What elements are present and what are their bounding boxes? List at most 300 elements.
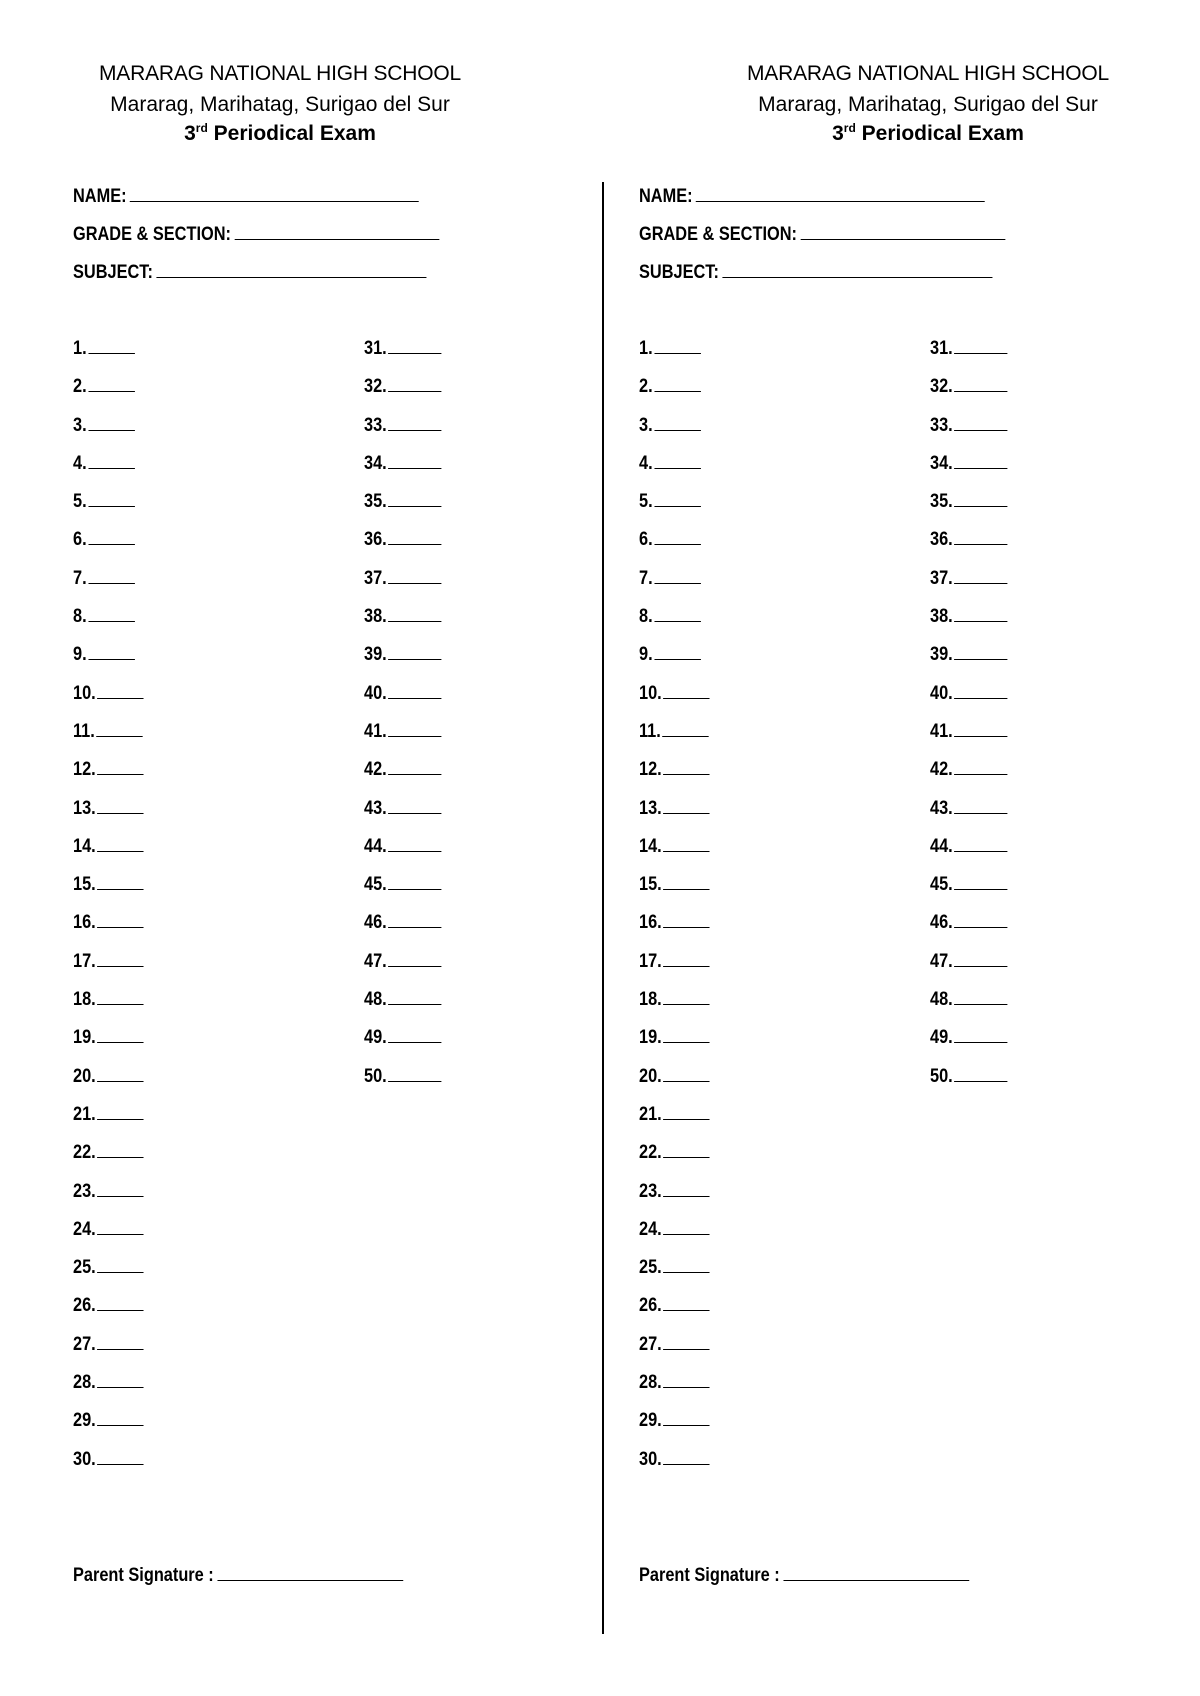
exam-name: Periodical Exam bbox=[207, 122, 376, 145]
item-number: 31. bbox=[364, 338, 387, 359]
answer-blank[interactable] bbox=[97, 1449, 143, 1465]
answer-item bbox=[73, 1104, 144, 1142]
item-number: 49. bbox=[930, 1027, 953, 1049]
answer-blank[interactable] bbox=[663, 1219, 709, 1235]
answer-item bbox=[364, 1066, 442, 1104]
answer-item bbox=[639, 415, 710, 453]
subject-label: SUBJECT: bbox=[73, 262, 153, 283]
answer-item bbox=[930, 1066, 1008, 1104]
exam-ordinal-suffix: rd bbox=[843, 121, 856, 135]
answer-sheet-right bbox=[566, 0, 1166, 1696]
answer-blank[interactable] bbox=[97, 759, 143, 775]
answer-item bbox=[364, 606, 442, 644]
item-number: 27. bbox=[639, 1333, 662, 1355]
item-number: 12. bbox=[639, 759, 662, 781]
item-number: 47. bbox=[364, 950, 387, 972]
answer-blank[interactable] bbox=[97, 1257, 143, 1273]
answer-item bbox=[930, 989, 1008, 1027]
answer-blank[interactable] bbox=[388, 951, 441, 967]
exam-ordinal-suffix: rd bbox=[195, 121, 208, 135]
answer-blank[interactable] bbox=[663, 1449, 709, 1465]
item-number: 36. bbox=[930, 529, 953, 551]
answer-blank[interactable] bbox=[954, 759, 1007, 775]
answer-blank[interactable] bbox=[954, 529, 1007, 545]
answer-column-1 bbox=[639, 338, 721, 1487]
parent-signature-field bbox=[639, 1565, 969, 1587]
answer-blank[interactable] bbox=[388, 529, 441, 545]
item-number: 29. bbox=[73, 1410, 96, 1432]
answer-item bbox=[930, 453, 1008, 491]
answer-item bbox=[930, 338, 1008, 376]
answer-blank[interactable] bbox=[388, 759, 441, 775]
answer-blank[interactable] bbox=[97, 1181, 143, 1197]
answer-blank[interactable] bbox=[654, 453, 700, 469]
answer-blank[interactable] bbox=[97, 989, 143, 1005]
school-name: MARARAG NATIONAL HIGH SCHOOL bbox=[99, 62, 461, 85]
answer-blank[interactable] bbox=[88, 338, 134, 354]
name-line[interactable] bbox=[130, 185, 419, 202]
answer-item bbox=[364, 683, 442, 721]
item-number: 48. bbox=[930, 989, 953, 1011]
answer-blank[interactable] bbox=[954, 376, 1007, 392]
answer-item bbox=[364, 491, 442, 529]
item-number: 17. bbox=[73, 950, 96, 972]
answer-blank[interactable] bbox=[663, 1334, 709, 1350]
answer-blank[interactable] bbox=[954, 568, 1007, 584]
answer-blank[interactable] bbox=[97, 1027, 143, 1043]
exam-number: 3 bbox=[184, 122, 196, 145]
item-number: 43. bbox=[930, 797, 953, 819]
grade-section-line[interactable] bbox=[234, 223, 439, 240]
subject-line[interactable] bbox=[722, 261, 992, 278]
answer-blank[interactable] bbox=[388, 338, 441, 354]
answer-item bbox=[639, 338, 710, 376]
answer-item bbox=[73, 568, 144, 606]
item-number: 8. bbox=[73, 606, 87, 628]
item-number: 35. bbox=[930, 491, 953, 513]
answer-blank[interactable] bbox=[388, 836, 441, 852]
answer-blank[interactable] bbox=[954, 798, 1007, 814]
item-number: 38. bbox=[930, 606, 953, 628]
answer-blank[interactable] bbox=[663, 874, 709, 890]
item-number: 19. bbox=[73, 1027, 96, 1049]
answer-blank[interactable] bbox=[388, 683, 441, 699]
item-number: 21. bbox=[639, 1103, 662, 1125]
answer-blank[interactable] bbox=[654, 644, 700, 660]
answer-item bbox=[73, 1027, 144, 1065]
answer-item bbox=[639, 1219, 710, 1257]
answer-blank[interactable] bbox=[88, 415, 134, 431]
answer-item bbox=[73, 759, 144, 797]
answer-item bbox=[639, 1410, 710, 1448]
item-number: 18. bbox=[639, 989, 662, 1011]
answer-column-2 bbox=[364, 338, 454, 1104]
answer-blank[interactable] bbox=[654, 568, 700, 584]
answer-blank[interactable] bbox=[954, 836, 1007, 852]
answer-blank[interactable] bbox=[88, 491, 134, 507]
item-number: 1. bbox=[639, 338, 653, 359]
subject-field bbox=[639, 261, 992, 284]
answer-item bbox=[364, 912, 442, 950]
item-number: 34. bbox=[930, 452, 953, 474]
answer-blank[interactable] bbox=[97, 1334, 143, 1350]
item-number: 2. bbox=[639, 376, 653, 398]
answer-blank[interactable] bbox=[88, 606, 134, 622]
answer-item bbox=[73, 644, 144, 682]
answer-blank[interactable] bbox=[388, 1027, 441, 1043]
answer-item bbox=[639, 1295, 710, 1333]
answer-item bbox=[73, 1142, 144, 1180]
item-number: 18. bbox=[73, 989, 96, 1011]
name-field bbox=[639, 185, 985, 208]
school-name: MARARAG NATIONAL HIGH SCHOOL bbox=[747, 62, 1109, 85]
item-number: 32. bbox=[364, 376, 387, 398]
item-number: 5. bbox=[639, 491, 653, 513]
answer-item bbox=[73, 1066, 144, 1104]
item-number: 12. bbox=[73, 759, 96, 781]
answer-item bbox=[364, 338, 442, 376]
subject-line[interactable] bbox=[156, 261, 426, 278]
answer-blank[interactable] bbox=[663, 1066, 709, 1082]
item-number: 16. bbox=[73, 912, 96, 934]
answer-blank[interactable] bbox=[663, 1410, 709, 1426]
answer-blank[interactable] bbox=[388, 1066, 441, 1082]
answer-item bbox=[73, 1372, 144, 1410]
item-number: 45. bbox=[930, 874, 953, 896]
answer-item bbox=[930, 912, 1008, 950]
answer-item bbox=[930, 415, 1008, 453]
answer-blank[interactable] bbox=[954, 491, 1007, 507]
answer-item bbox=[73, 874, 144, 912]
item-number: 28. bbox=[639, 1372, 662, 1394]
answer-blank[interactable] bbox=[97, 836, 143, 852]
item-number: 3. bbox=[73, 414, 87, 436]
item-number: 45. bbox=[364, 874, 387, 896]
answer-blank[interactable] bbox=[663, 989, 709, 1005]
answer-item bbox=[73, 798, 144, 836]
answer-blank[interactable] bbox=[388, 912, 441, 928]
answer-blank[interactable] bbox=[954, 606, 1007, 622]
item-number: 23. bbox=[639, 1180, 662, 1202]
item-number: 19. bbox=[639, 1027, 662, 1049]
answer-blank[interactable] bbox=[97, 1219, 143, 1235]
answer-item bbox=[73, 415, 144, 453]
answer-blank[interactable] bbox=[97, 1142, 143, 1158]
answer-blank[interactable] bbox=[388, 376, 441, 392]
item-number: 46. bbox=[930, 912, 953, 934]
item-number: 7. bbox=[639, 567, 653, 589]
answer-blank[interactable] bbox=[88, 644, 134, 660]
item-number: 25. bbox=[73, 1257, 96, 1279]
answer-item bbox=[73, 491, 144, 529]
answer-item bbox=[930, 683, 1008, 721]
name-label: NAME: bbox=[73, 186, 127, 207]
answer-item bbox=[639, 568, 710, 606]
answer-item bbox=[73, 912, 144, 950]
answer-item bbox=[930, 836, 1008, 874]
answer-blank[interactable] bbox=[97, 683, 143, 699]
item-number: 26. bbox=[73, 1295, 96, 1317]
answer-item bbox=[73, 338, 144, 376]
item-number: 27. bbox=[73, 1333, 96, 1355]
item-number: 36. bbox=[364, 529, 387, 551]
answer-blank[interactable] bbox=[388, 568, 441, 584]
answer-item bbox=[639, 1181, 710, 1219]
answer-item bbox=[73, 1219, 144, 1257]
item-number: 32. bbox=[930, 376, 953, 398]
answer-item bbox=[364, 874, 442, 912]
item-number: 11. bbox=[639, 720, 661, 742]
exam-title bbox=[0, 121, 580, 146]
answer-item bbox=[639, 376, 710, 414]
parent-signature-field bbox=[73, 1565, 403, 1587]
answer-item bbox=[73, 1257, 144, 1295]
answer-blank[interactable] bbox=[954, 1066, 1007, 1082]
item-number: 41. bbox=[364, 720, 387, 742]
item-number: 24. bbox=[639, 1218, 662, 1240]
item-number: 3. bbox=[639, 414, 653, 436]
answer-item bbox=[364, 644, 442, 682]
answer-blank[interactable] bbox=[97, 1410, 143, 1426]
answer-blank[interactable] bbox=[88, 529, 134, 545]
answer-item bbox=[364, 529, 442, 567]
answer-item bbox=[73, 836, 144, 874]
answer-blank[interactable] bbox=[663, 759, 709, 775]
answer-blank[interactable] bbox=[654, 338, 700, 354]
answer-blank[interactable] bbox=[97, 874, 143, 890]
answer-blank[interactable] bbox=[388, 989, 441, 1005]
answer-blank[interactable] bbox=[954, 912, 1007, 928]
item-number: 28. bbox=[73, 1372, 96, 1394]
answer-blank[interactable] bbox=[97, 798, 143, 814]
answer-item bbox=[73, 1449, 144, 1487]
answer-item bbox=[73, 376, 144, 414]
item-number: 7. bbox=[73, 567, 87, 589]
item-number: 31. bbox=[930, 338, 953, 359]
answer-item bbox=[73, 453, 144, 491]
exam-title bbox=[628, 121, 1200, 146]
answer-blank[interactable] bbox=[88, 568, 134, 584]
answer-blank[interactable] bbox=[97, 721, 143, 737]
answer-blank[interactable] bbox=[388, 415, 441, 431]
exam-name: Periodical Exam bbox=[855, 122, 1024, 145]
item-number: 5. bbox=[73, 491, 87, 513]
answer-blank[interactable] bbox=[663, 951, 709, 967]
answer-blank[interactable] bbox=[654, 606, 700, 622]
grade-section-field bbox=[73, 223, 439, 246]
answer-item bbox=[73, 1334, 144, 1372]
answer-blank[interactable] bbox=[954, 721, 1007, 737]
answer-blank[interactable] bbox=[654, 529, 700, 545]
answer-blank[interactable] bbox=[97, 1104, 143, 1120]
item-number: 44. bbox=[930, 835, 953, 857]
grade-section-line[interactable] bbox=[800, 223, 1005, 240]
answer-item bbox=[364, 453, 442, 491]
answer-item bbox=[639, 529, 710, 567]
item-number: 9. bbox=[73, 644, 87, 666]
answer-blank[interactable] bbox=[663, 1027, 709, 1043]
answer-blank[interactable] bbox=[88, 453, 134, 469]
answer-item bbox=[930, 951, 1008, 989]
answer-item bbox=[364, 721, 442, 759]
answer-item bbox=[364, 1027, 442, 1065]
answer-blank[interactable] bbox=[954, 683, 1007, 699]
answer-blank[interactable] bbox=[388, 798, 441, 814]
answer-blank[interactable] bbox=[663, 1372, 709, 1388]
answer-blank[interactable] bbox=[654, 491, 700, 507]
subject-field bbox=[73, 261, 426, 284]
answer-blank[interactable] bbox=[388, 491, 441, 507]
item-number: 46. bbox=[364, 912, 387, 934]
item-number: 40. bbox=[364, 682, 387, 704]
item-number: 35. bbox=[364, 491, 387, 513]
item-number: 37. bbox=[364, 567, 387, 589]
answer-item bbox=[364, 798, 442, 836]
item-number: 13. bbox=[639, 797, 662, 819]
answer-item bbox=[639, 1257, 710, 1295]
answer-blank[interactable] bbox=[954, 1027, 1007, 1043]
item-number: 6. bbox=[639, 529, 653, 551]
item-number: 8. bbox=[639, 606, 653, 628]
answer-blank[interactable] bbox=[954, 989, 1007, 1005]
answer-blank[interactable] bbox=[388, 453, 441, 469]
item-number: 22. bbox=[639, 1142, 662, 1164]
answer-item bbox=[364, 415, 442, 453]
answer-item bbox=[73, 1181, 144, 1219]
answer-item bbox=[639, 1104, 710, 1142]
name-label: NAME: bbox=[639, 186, 693, 207]
grade-section-field bbox=[639, 223, 1005, 246]
answer-blank[interactable] bbox=[97, 951, 143, 967]
item-number: 39. bbox=[364, 644, 387, 666]
answer-blank[interactable] bbox=[954, 644, 1007, 660]
item-number: 2. bbox=[73, 376, 87, 398]
answer-item bbox=[364, 836, 442, 874]
item-number: 13. bbox=[73, 797, 96, 819]
school-address: Mararag, Marihatag, Surigao del Sur bbox=[758, 93, 1098, 116]
item-number: 50. bbox=[364, 1065, 387, 1087]
answer-item bbox=[639, 1372, 710, 1410]
answer-item bbox=[930, 798, 1008, 836]
item-number: 40. bbox=[930, 682, 953, 704]
answer-item bbox=[930, 568, 1008, 606]
answer-item bbox=[73, 529, 144, 567]
item-number: 17. bbox=[639, 950, 662, 972]
answer-item bbox=[364, 759, 442, 797]
name-field bbox=[73, 185, 419, 208]
answer-item bbox=[930, 644, 1008, 682]
item-number: 37. bbox=[930, 567, 953, 589]
answer-item bbox=[930, 1027, 1008, 1065]
answer-item bbox=[639, 453, 710, 491]
answer-blank[interactable] bbox=[388, 644, 441, 660]
item-number: 22. bbox=[73, 1142, 96, 1164]
item-number: 20. bbox=[639, 1065, 662, 1087]
answer-item bbox=[364, 376, 442, 414]
answer-blank[interactable] bbox=[88, 376, 134, 392]
answer-item bbox=[639, 644, 710, 682]
answer-item bbox=[639, 1142, 710, 1180]
answer-blank[interactable] bbox=[954, 338, 1007, 354]
parent-signature-line[interactable] bbox=[783, 1565, 969, 1581]
answer-blank[interactable] bbox=[663, 836, 709, 852]
answer-item bbox=[930, 759, 1008, 797]
answer-item bbox=[73, 606, 144, 644]
answer-blank[interactable] bbox=[663, 912, 709, 928]
item-number: 24. bbox=[73, 1218, 96, 1240]
item-number: 15. bbox=[73, 874, 96, 896]
item-number: 10. bbox=[73, 682, 96, 704]
answer-blank[interactable] bbox=[663, 798, 709, 814]
name-line[interactable] bbox=[696, 185, 985, 202]
item-number: 16. bbox=[639, 912, 662, 934]
answer-blank[interactable] bbox=[97, 1295, 143, 1311]
answer-blank[interactable] bbox=[97, 912, 143, 928]
answer-blank[interactable] bbox=[663, 1181, 709, 1197]
answer-item bbox=[364, 951, 442, 989]
item-number: 38. bbox=[364, 606, 387, 628]
item-number: 14. bbox=[73, 835, 96, 857]
answer-blank[interactable] bbox=[663, 1104, 709, 1120]
item-number: 39. bbox=[930, 644, 953, 666]
answer-blank[interactable] bbox=[388, 721, 441, 737]
answer-item bbox=[639, 989, 710, 1027]
answer-item bbox=[639, 1449, 710, 1487]
answer-blank[interactable] bbox=[954, 453, 1007, 469]
answer-item bbox=[639, 606, 710, 644]
answer-item bbox=[364, 989, 442, 1027]
answer-item bbox=[73, 721, 144, 759]
answer-item bbox=[73, 951, 144, 989]
answer-blank[interactable] bbox=[654, 376, 700, 392]
answer-item bbox=[639, 951, 710, 989]
answer-item bbox=[639, 721, 710, 759]
item-number: 20. bbox=[73, 1065, 96, 1087]
answer-item bbox=[930, 491, 1008, 529]
answer-blank[interactable] bbox=[97, 1372, 143, 1388]
item-number: 1. bbox=[73, 338, 87, 359]
answer-blank[interactable] bbox=[663, 721, 709, 737]
item-number: 23. bbox=[73, 1180, 96, 1202]
answer-blank[interactable] bbox=[97, 1066, 143, 1082]
grade-section-label: GRADE & SECTION: bbox=[639, 224, 797, 245]
answer-blank[interactable] bbox=[663, 683, 709, 699]
answer-blank[interactable] bbox=[388, 606, 441, 622]
answer-blank[interactable] bbox=[388, 874, 441, 890]
answer-item bbox=[639, 1066, 710, 1104]
parent-signature-line[interactable] bbox=[217, 1565, 403, 1581]
answer-blank[interactable] bbox=[954, 874, 1007, 890]
answer-blank[interactable] bbox=[654, 415, 700, 431]
item-number: 30. bbox=[73, 1448, 96, 1470]
answer-blank[interactable] bbox=[954, 415, 1007, 431]
answer-blank[interactable] bbox=[954, 951, 1007, 967]
answer-blank[interactable] bbox=[663, 1142, 709, 1158]
answer-item bbox=[639, 759, 710, 797]
answer-column-1 bbox=[73, 338, 155, 1487]
answer-item bbox=[639, 1334, 710, 1372]
item-number: 50. bbox=[930, 1065, 953, 1087]
item-number: 4. bbox=[639, 452, 653, 474]
item-number: 15. bbox=[639, 874, 662, 896]
answer-item bbox=[930, 721, 1008, 759]
item-number: 30. bbox=[639, 1448, 662, 1470]
answer-blank[interactable] bbox=[663, 1295, 709, 1311]
answer-blank[interactable] bbox=[663, 1257, 709, 1273]
item-number: 43. bbox=[364, 797, 387, 819]
item-number: 6. bbox=[73, 529, 87, 551]
answer-item bbox=[639, 491, 710, 529]
